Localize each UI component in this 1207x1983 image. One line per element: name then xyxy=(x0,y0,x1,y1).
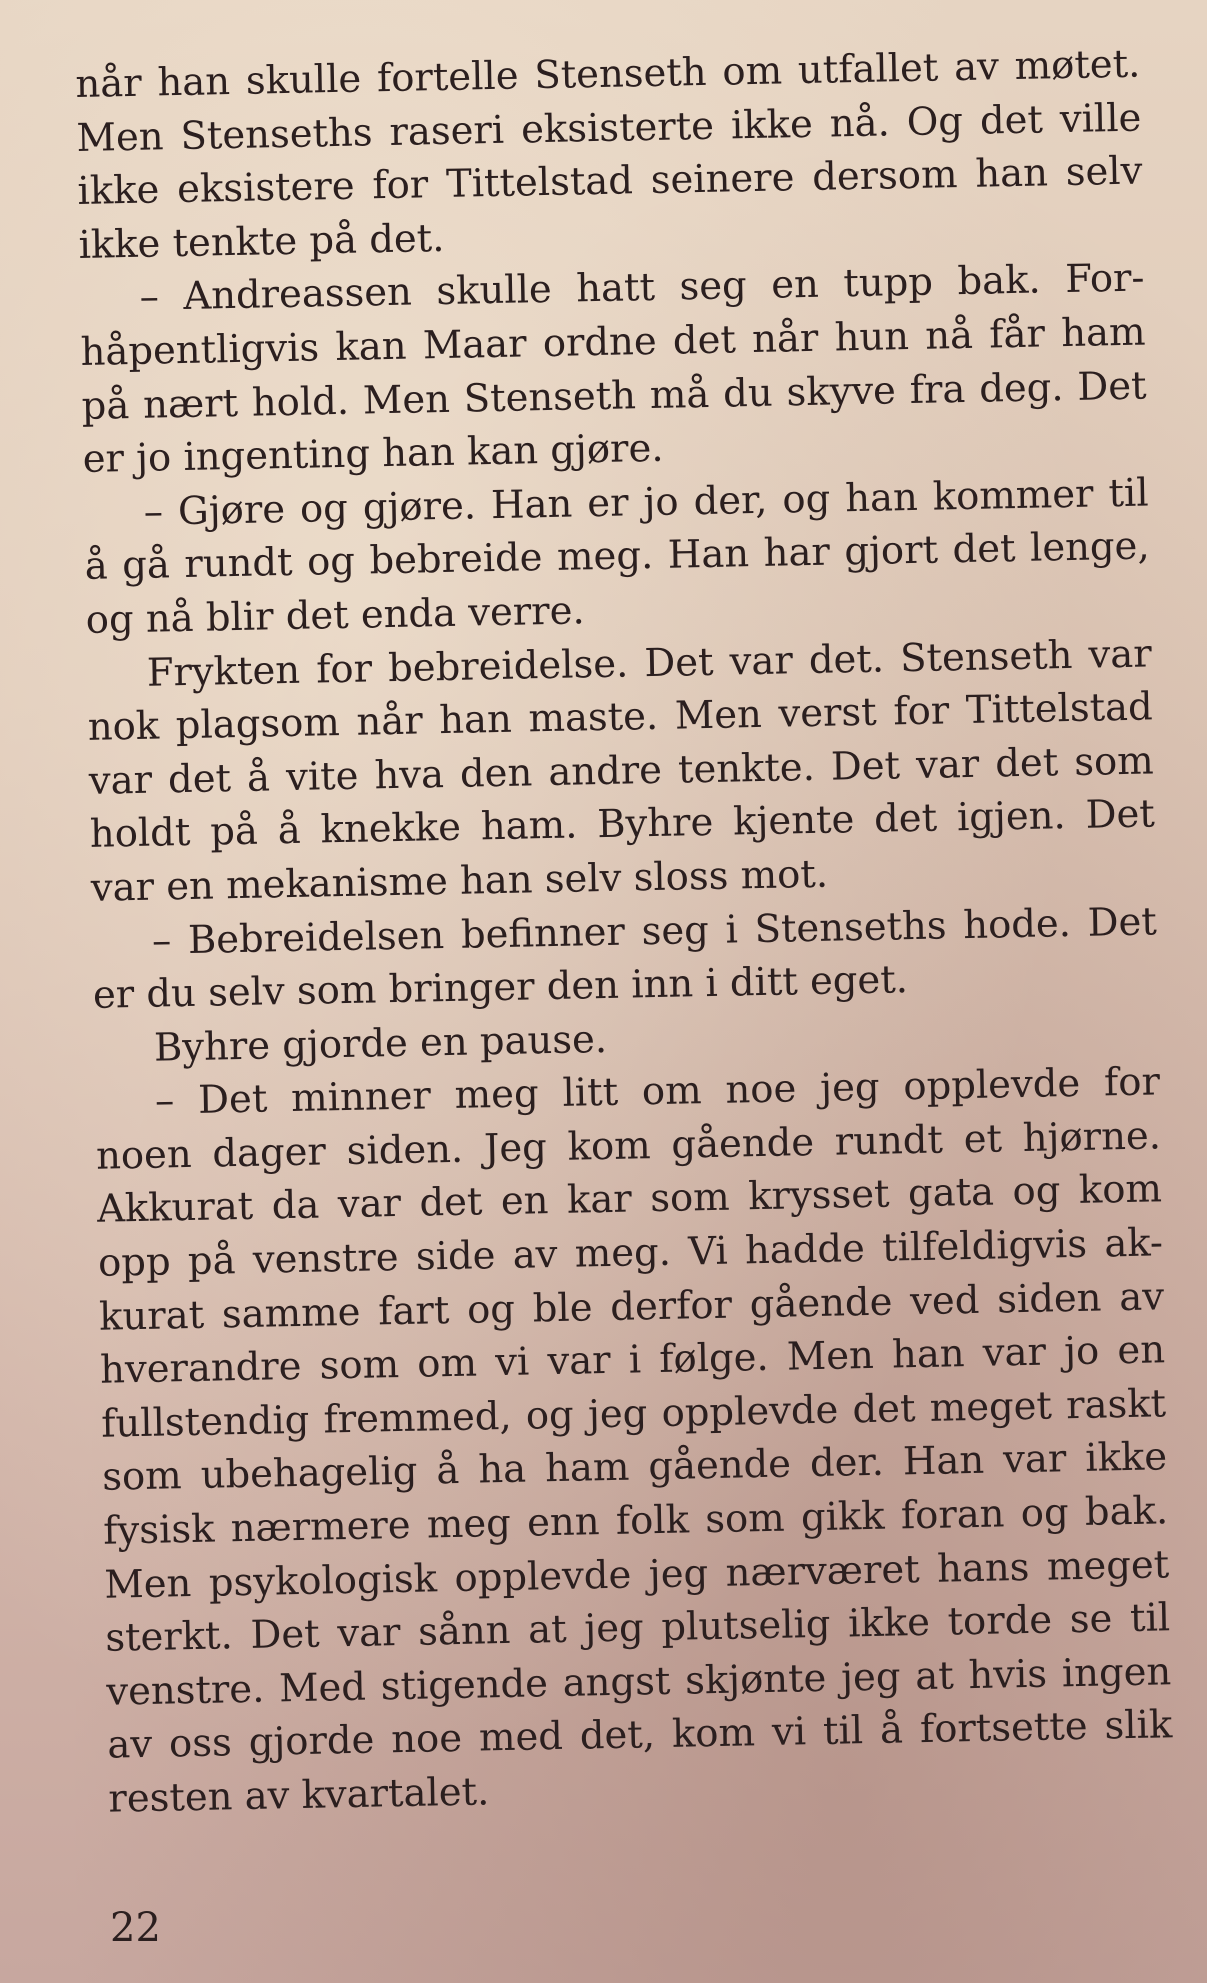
text-line: Byhre gjorde en pause. xyxy=(153,1016,608,1071)
text-line: – Det minner meg litt om noe jeg opplevde for xyxy=(154,1059,1161,1124)
text-line: nok plagsom når han maste. Men verst for Tittelstad xyxy=(87,684,1154,750)
text-line: sterkt. Det var sånn at jeg plutselig ikke torde se til xyxy=(104,1595,1171,1661)
text-line: fullstendig fremmed, og jeg opplevde det meget raskt xyxy=(100,1381,1167,1447)
text-line: kurat samme fart og ble derfor gående ved siden av xyxy=(98,1273,1165,1340)
text-line: hverandre som om vi var i følge. Men han var jo en xyxy=(99,1327,1166,1394)
text-line: – Andreassen skulle hatt seg en tupp bak. For- xyxy=(139,255,1145,321)
text-line: venstre. Med stigende angst skjønte jeg at hvis ingen xyxy=(105,1649,1172,1715)
text-line: noen dager siden. Jeg kom gående rundt et hjørne. xyxy=(95,1113,1162,1179)
text-line: når han skulle fortelle Stenseth om utfallet av møtet. xyxy=(75,41,1141,107)
page-number: 22 xyxy=(110,1905,161,1951)
text-line: å gå rundt og bebreide meg. Han har gjort det lenge, xyxy=(84,523,1151,590)
text-line: på nært hold. Men Stenseth må du skyve fra deg. Det xyxy=(81,363,1147,429)
body-text xyxy=(75,38,1174,1827)
text-line: holdt på å knekke ham. Byhre kjente det igjen. Det xyxy=(89,791,1156,858)
text-line: – Bebreidelsen befinner seg i Stenseths hode. Det xyxy=(151,898,1158,964)
text-line: var en mekanisme han selv sloss mot. xyxy=(90,851,829,911)
text-line: resten av kvartalet. xyxy=(108,1769,490,1822)
text-line: Frykten for bebreidelse. Det var det. Stenseth var xyxy=(146,630,1153,696)
text-line: Men psykologisk opplevde jeg nærværet hans meget xyxy=(103,1541,1170,1608)
text-line: Men Stenseths raseri eksisterte ikke nå. Og det ville xyxy=(76,95,1142,161)
text-line: er du selv som bringer den inn i ditt eget. xyxy=(92,957,909,1018)
text-line: – Gjøre og gjøre. Han er jo der, og han kommer til xyxy=(143,470,1149,535)
text-line: opp på venstre side av meg. Vi hadde tilfeldigvis ak- xyxy=(97,1220,1164,1286)
text-line: er jo ingenting han kan gjøre. xyxy=(82,425,664,483)
text-line: var det å vite hva den andre tenkte. Det var det som xyxy=(88,738,1155,804)
text-line: av oss gjorde noe med det, kom vi til å fortsette slik xyxy=(106,1702,1173,1769)
text-line: og nå blir det enda verre. xyxy=(85,588,586,643)
text-line: som ubehagelig å ha ham gående der. Han var ikke xyxy=(101,1434,1168,1501)
text-line: Akkurat da var det en kar som krysset gata og kom xyxy=(96,1166,1163,1233)
text-line: fysisk nærmere meg enn folk som gikk foran og bak. xyxy=(102,1488,1169,1554)
text-line: ikke tenkte på det. xyxy=(78,215,445,268)
text-line: ikke eksistere for Tittelstad seinere dersom han selv xyxy=(77,148,1143,215)
text-line: håpentligvis kan Maar ordne det når hun nå får ham xyxy=(80,309,1146,375)
